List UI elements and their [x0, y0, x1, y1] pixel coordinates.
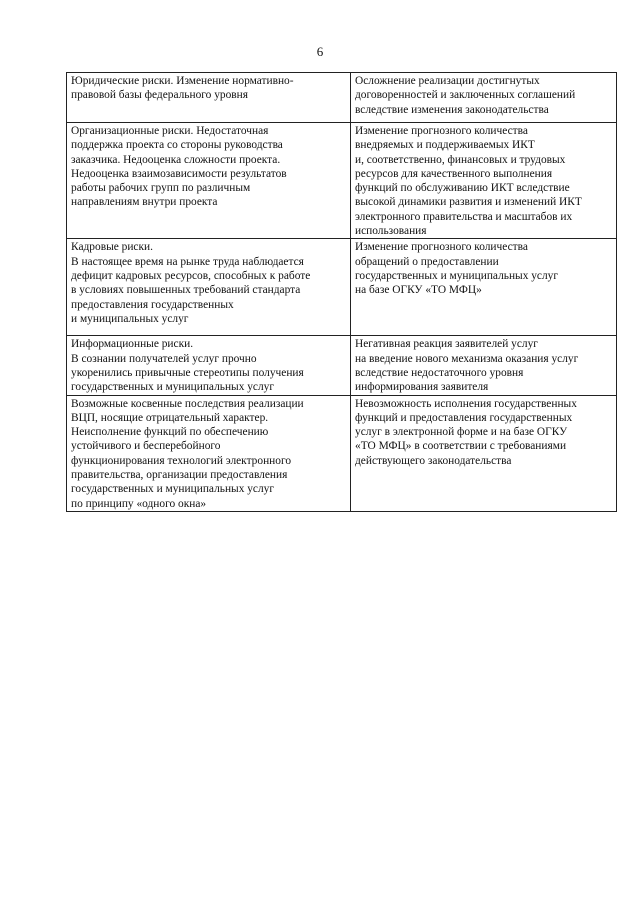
- risk-cell: [67, 239, 351, 336]
- text-line: договоренностей и заключенных соглашений: [355, 89, 576, 102]
- text-line: укоренились привычные стереотипы получения: [71, 366, 304, 379]
- text-line: использования: [355, 225, 427, 238]
- consequence-cell: [351, 336, 617, 395]
- text-line: функционирования технологий электронного: [71, 454, 292, 467]
- consequence-cell: [351, 395, 617, 511]
- text-line: на введение нового механизма оказания услуг: [355, 352, 579, 365]
- table-row: [67, 395, 617, 511]
- consequence-cell: [351, 73, 617, 123]
- text-line: функций и предоставления государственных: [355, 411, 573, 424]
- consequence-cell: [351, 123, 617, 239]
- text-line: функций по обслуживанию ИКТ вследствие: [355, 182, 570, 195]
- table-row: [67, 239, 617, 336]
- text-line: Изменение прогнозного количества: [355, 241, 528, 254]
- text-line: Информационные риски.: [71, 338, 194, 351]
- table-row: [67, 73, 617, 123]
- text-line: государственных и муниципальных услуг: [71, 381, 275, 394]
- text-line: по принципу «одного окна»: [71, 497, 207, 510]
- text-line: Юридические риски. Изменение нормативно-: [71, 75, 294, 87]
- text-line: государственных и муниципальных услуг: [355, 269, 559, 282]
- text-line: на базе ОГКУ «ТО МФЦ»: [355, 284, 482, 297]
- text-line: и, соответственно, финансовых и трудовых: [355, 153, 566, 166]
- text-line: в условиях повышенных требований стандарта: [71, 284, 301, 297]
- text-line: высокой динамики развития и изменений ИКТ: [355, 196, 582, 209]
- text-line: правовой базы федерального уровня: [71, 89, 249, 102]
- text-line: поддержка проекта со стороны руководства: [71, 139, 283, 152]
- risk-cell: [67, 73, 351, 123]
- table-row: [67, 123, 617, 239]
- text-line: Невозможность исполнения государственных: [355, 397, 577, 410]
- text-line: действующего законодательства: [355, 454, 512, 467]
- text-line: заказчика. Недооценка сложности проекта.: [71, 153, 281, 166]
- text-line: направлениям внутри проекта: [71, 196, 218, 209]
- risk-table: [66, 72, 617, 512]
- risk-cell: [67, 395, 351, 511]
- text-line: В настоящее время на рынке труда наблюдается: [71, 255, 304, 268]
- risk-cell: [67, 123, 351, 239]
- text-line: информирования заявителя: [355, 381, 489, 394]
- text-line: устойчивого и бесперебойного: [71, 440, 221, 453]
- text-line: электронного правительства и масштабов их: [355, 210, 573, 223]
- text-line: внедряемых и поддерживаемых ИКТ: [355, 139, 535, 152]
- text-line: Возможные косвенные последствия реализации: [71, 397, 304, 410]
- text-line: правительства, организации предоставления: [71, 469, 288, 482]
- text-line: работы рабочих групп по различным: [71, 182, 251, 195]
- text-line: Кадровые риски.: [71, 241, 153, 254]
- risk-cell: [67, 336, 351, 395]
- text-line: вследствие изменения законодательства: [355, 103, 549, 116]
- text-line: услуг в электронной форме и на базе ОГКУ: [355, 426, 568, 439]
- text-line: обращений о предоставлении: [355, 255, 499, 268]
- consequence-cell: [351, 239, 617, 336]
- page-number: 6: [316, 44, 324, 59]
- text-line: Осложнение реализации достигнутых: [355, 75, 540, 87]
- text-line: дефицит кадровых ресурсов, способных к работе: [71, 269, 311, 282]
- text-line: вследствие недостаточного уровня: [355, 366, 524, 379]
- text-line: Организационные риски. Недостаточная: [71, 125, 269, 137]
- text-line: Изменение прогнозного количества: [355, 125, 528, 137]
- text-line: Негативная реакция заявителей услуг: [355, 338, 538, 351]
- text-line: В сознании получателей услуг прочно: [71, 352, 257, 365]
- text-line: государственных и муниципальных услуг: [71, 483, 275, 496]
- table-row: [67, 336, 617, 395]
- text-line: предоставления государственных: [71, 298, 234, 311]
- text-line: и муниципальных услуг: [71, 312, 189, 325]
- text-line: Недооценка взаимозависимости результатов: [71, 167, 287, 180]
- text-line: ресурсов для качественного выполнения: [355, 167, 553, 180]
- text-line: ВЦП, носящие отрицательный характер.: [71, 411, 269, 424]
- text-line: Неисполнение функций по обеспечению: [71, 426, 269, 439]
- text-line: «ТО МФЦ» в соответствии с требованиями: [355, 440, 567, 453]
